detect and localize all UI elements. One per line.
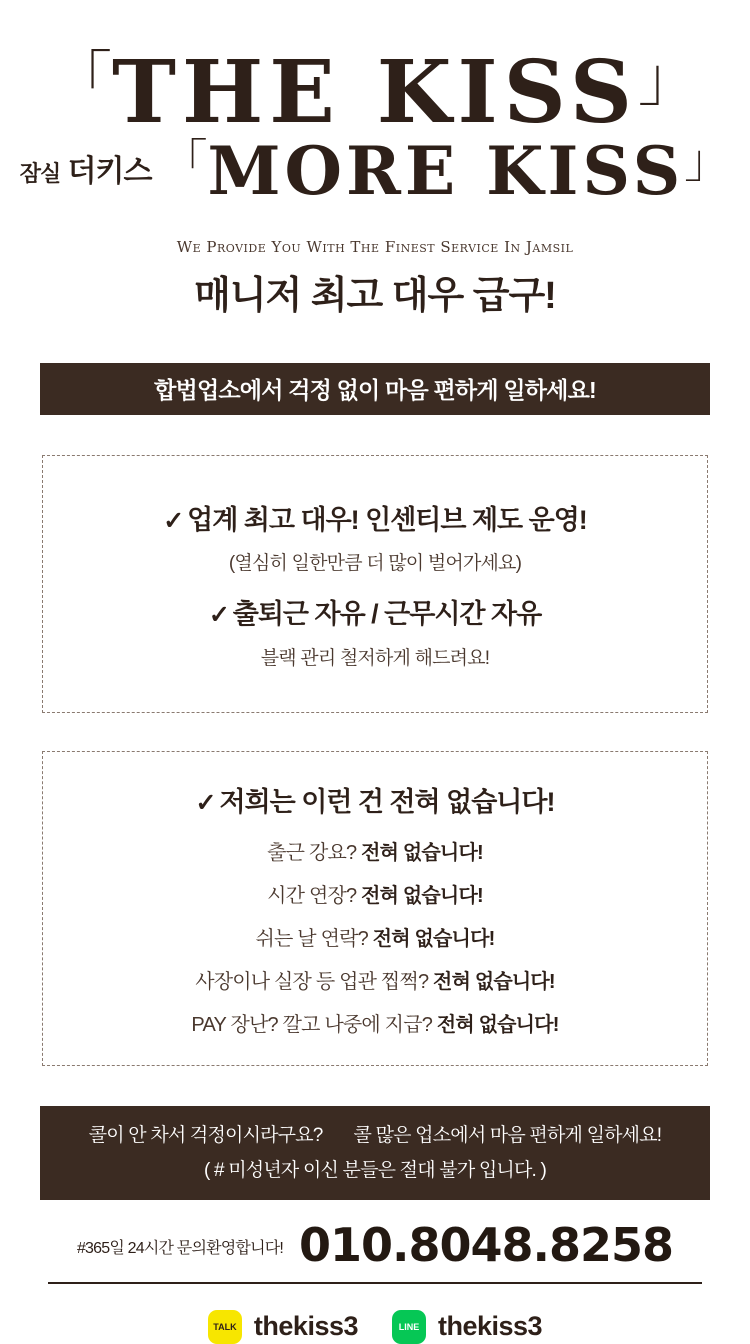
logo-title-primary-text: THE KISS (111, 42, 639, 143)
check-icon-2: ✓ (208, 601, 229, 630)
benefit-line-2: (열심히 일한만큼 더 많이 벌어가세요) (228, 553, 522, 575)
page-title: 매니저 최고 대우 급구! (194, 274, 556, 317)
logo-korean (20, 146, 152, 204)
check-icon-3: ✓ (195, 789, 216, 818)
list-item-question: 시간 연장? (267, 885, 357, 908)
call-banner-line-2: ( # 미성년자 이신 분들은 절대 불가 입니다. ) (204, 1159, 546, 1181)
logo-block (0, 0, 750, 210)
kakaotalk-id: thekiss3 (253, 1311, 358, 1342)
check-icon: ✓ (163, 506, 184, 535)
benefit-line-4: 블랙 관리 철저하게 해드려요! (260, 647, 490, 669)
logo-title-secondary-text: MORE KISS (207, 131, 685, 210)
list-item-question: PAY 장난? 깔고 나중에 지급? (191, 1014, 433, 1037)
no-worries-box (42, 751, 708, 1066)
benefit-line-1 (43, 502, 707, 540)
line-icon: LINE (392, 1310, 426, 1344)
benefit-line-1-text: 업계 최고 대우! 인센티브 제도 운영! (187, 504, 587, 535)
list-item-question: 출근 강요? (267, 842, 357, 865)
highlight-banner: 합법업소에서 걱정 없이 마음 편하게 일하세요! (40, 363, 710, 415)
list-item-answer: 전혀 없습니다! (361, 842, 483, 865)
tagline: We Provide You With The Finest Service In Jamsil (176, 237, 574, 256)
no-worries-title (43, 784, 707, 822)
benefits-box (42, 455, 708, 714)
logo-title-primary (51, 42, 699, 143)
list-item-answer: 전혀 없습니다! (361, 885, 483, 908)
benefit-line-3 (43, 596, 707, 634)
line-id: thekiss3 (438, 1311, 543, 1342)
call-banner-right: 콜 많은 업소에서 마음 편하게 일하세요! (353, 1125, 662, 1147)
list-item-question: 사장이나 실장 등 업관 찝쩍? (195, 971, 429, 994)
list-item (43, 965, 707, 994)
call-banner (40, 1106, 710, 1200)
kakaotalk-icon: TALK (208, 1310, 242, 1344)
list-item (43, 922, 707, 951)
list-item (43, 879, 707, 908)
bracket-close-icon-2: 」 (684, 133, 731, 188)
list-item-answer: 전혀 없습니다! (433, 971, 555, 994)
benefit-line-3-text: 출퇴근 자유 / 근무시간 자유 (232, 599, 542, 630)
bracket-open-icon-2: 「 (161, 133, 208, 188)
logo-secondary-row (0, 131, 750, 210)
messenger-line[interactable] (392, 1310, 542, 1344)
list-item-answer: 전혀 없습니다! (372, 928, 495, 951)
contact-note: #365일 24시간 문의환영합니다! (76, 1239, 284, 1257)
logo-korean-prefix: 잠실 (19, 160, 61, 186)
divider (48, 1282, 702, 1284)
contact-row (40, 1217, 710, 1272)
list-item-question: 쉬는 날 연락? (255, 928, 368, 951)
list-item-answer: 전혀 없습니다! (436, 1014, 559, 1037)
bracket-open-icon: 「 (51, 45, 112, 115)
list-item (43, 836, 707, 865)
logo-title-secondary (161, 131, 731, 210)
messenger-kakao[interactable] (208, 1310, 358, 1344)
call-banner-line-1 (40, 1122, 710, 1151)
logo-korean-name: 더키스 (67, 154, 152, 188)
messenger-row (0, 1310, 750, 1344)
list-item (43, 1008, 707, 1037)
bracket-close-icon: 」 (638, 45, 699, 115)
phone-number[interactable]: 010.8048.8258 (299, 1217, 674, 1272)
no-worries-title-text: 저희는 이런 건 전혀 없습니다! (219, 787, 555, 818)
call-banner-left: 콜이 안 차서 걱정이시라구요? (88, 1125, 323, 1147)
